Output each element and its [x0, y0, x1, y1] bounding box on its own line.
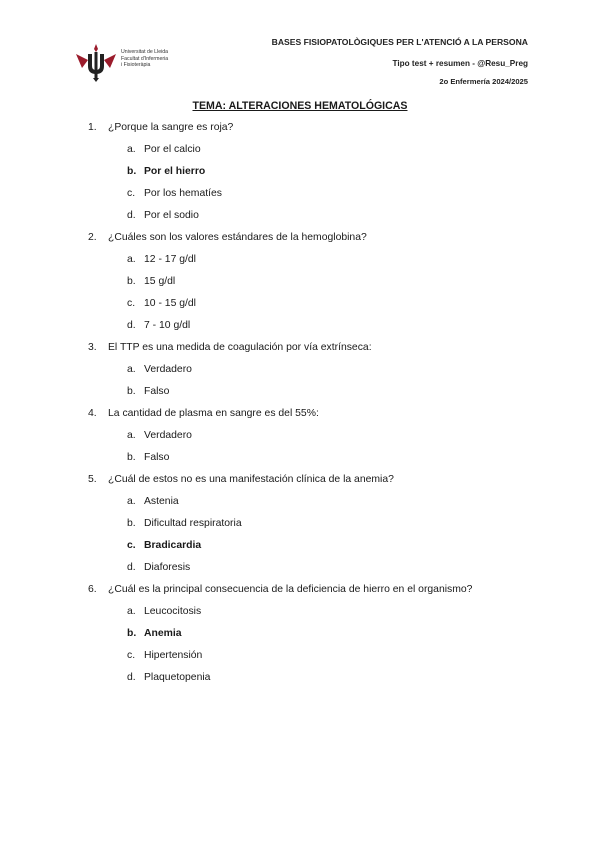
option-text: Por el calcio [144, 144, 201, 155]
option-letter: c. [127, 540, 136, 551]
question-number: 3. [88, 342, 97, 353]
option-6d [88, 671, 548, 693]
option-text: Anemia [144, 628, 182, 639]
question-number: 5. [88, 474, 97, 485]
university-logo [74, 40, 184, 82]
option-letter: c. [127, 188, 136, 199]
question-3 [88, 341, 548, 363]
option-letter: a. [127, 254, 136, 265]
option-letter: d. [127, 320, 136, 331]
option-1c [88, 187, 548, 209]
document-header [272, 37, 528, 86]
option-4a [88, 429, 548, 451]
option-6c [88, 649, 548, 671]
option-letter: b. [127, 166, 137, 177]
option-letter: b. [127, 628, 137, 639]
logo-line-2: Facultat d'Infermeria [121, 55, 169, 62]
option-text: Por el sodio [144, 210, 199, 221]
option-3a [88, 363, 548, 385]
option-letter: b. [127, 276, 136, 287]
page-title: TEMA: ALTERACIONES HEMATOLÓGICAS [192, 100, 408, 112]
option-2c [88, 297, 548, 319]
option-letter: a. [127, 364, 136, 375]
option-text: Leucocitosis [144, 606, 202, 617]
header-year: 2o Enfermería 2024/2025 [439, 77, 528, 86]
option-text: Plaquetopenia [144, 672, 211, 683]
question-number: 6. [88, 584, 97, 595]
option-5d [88, 561, 548, 583]
question-text: La cantidad de plasma en sangre es del 55%: [108, 408, 319, 419]
option-letter: d. [127, 210, 136, 221]
question-4 [88, 407, 548, 429]
option-text: 12 - 17 g/dl [144, 254, 196, 265]
option-5c-correct [88, 539, 548, 561]
question-2 [88, 231, 548, 253]
question-number: 4. [88, 408, 97, 419]
option-letter: c. [127, 650, 136, 661]
option-text: Dificultad respiratoria [144, 518, 242, 529]
question-text: ¿Cuáles son los valores estándares de la hemoglobina? [108, 232, 367, 243]
header-subtitle: Tipo test + resumen - @Resu_Preg [392, 59, 528, 68]
option-text: Falso [144, 452, 170, 463]
option-2b [88, 275, 548, 297]
option-text: 10 - 15 g/dl [144, 298, 196, 309]
question-text: ¿Cuál de estos no es una manifestación clínica de la anemia? [108, 474, 394, 485]
option-text: Por los hematíes [144, 188, 222, 199]
option-text: 7 - 10 g/dl [144, 320, 191, 331]
option-4b [88, 451, 548, 473]
option-5b [88, 517, 548, 539]
header-course: BASES FISIOPATOLÒGIQUES PER L'ATENCIÓ A LA PERSONA [271, 37, 528, 47]
option-5a [88, 495, 548, 517]
option-1d [88, 209, 548, 231]
option-letter: a. [127, 430, 136, 441]
option-text: Bradicardia [144, 540, 202, 551]
option-letter: d. [127, 672, 136, 683]
question-number: 2. [88, 232, 97, 243]
question-1 [88, 121, 548, 143]
university-name [121, 49, 168, 69]
question-number: 1. [88, 122, 97, 133]
option-letter: a. [127, 496, 136, 507]
option-text: Astenia [144, 496, 179, 507]
question-text: El TTP es una medida de coagulación por vía extrínseca: [108, 342, 372, 353]
option-letter: d. [127, 562, 136, 573]
university-crest-icon [74, 40, 118, 82]
option-letter: b. [127, 386, 136, 397]
option-text: Verdadero [144, 364, 192, 375]
option-letter: c. [127, 298, 136, 309]
logo-line-3: i Fisioteràpia [121, 62, 151, 69]
option-text: Hipertensión [144, 650, 203, 661]
option-text: Diaforesis [144, 562, 191, 573]
question-5 [88, 473, 548, 495]
question-text: ¿Cuál es la principal consecuencia de la deficiencia de hierro en el organismo? [108, 584, 473, 595]
option-2a [88, 253, 548, 275]
option-text: Falso [144, 386, 170, 397]
option-6b-correct [88, 627, 548, 649]
question-text: ¿Porque la sangre es roja? [108, 122, 234, 133]
option-1b-correct [88, 165, 548, 187]
option-letter: b. [127, 518, 136, 529]
option-3b [88, 385, 548, 407]
option-2d [88, 319, 548, 341]
option-1a [88, 143, 548, 165]
question-6 [88, 583, 548, 605]
option-text: Verdadero [144, 430, 192, 441]
logo-line-1: Universitat de Lleida [121, 49, 169, 55]
option-text: Por el hierro [144, 166, 206, 177]
option-letter: a. [127, 606, 136, 617]
option-letter: b. [127, 452, 136, 463]
option-6a [88, 605, 548, 627]
option-letter: a. [127, 144, 136, 155]
option-text: 15 g/dl [144, 276, 176, 287]
question-list [88, 121, 548, 693]
